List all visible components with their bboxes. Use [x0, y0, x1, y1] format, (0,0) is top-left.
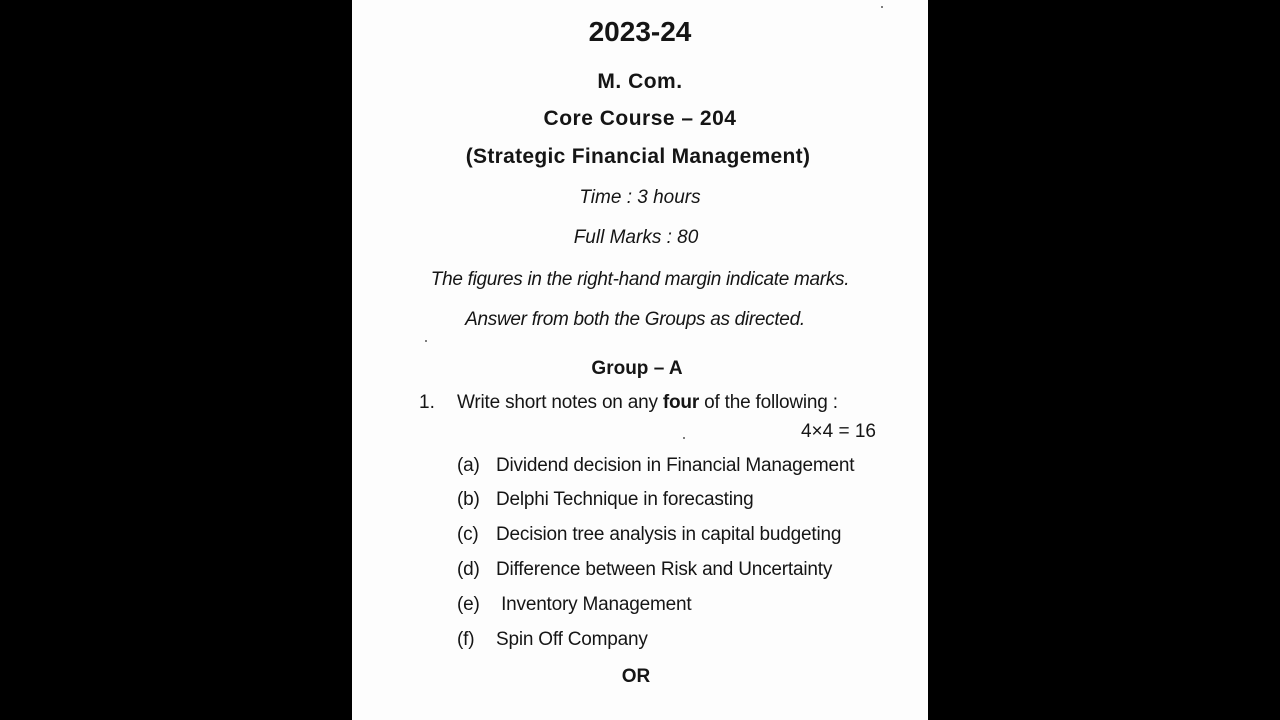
option-item: [457, 489, 754, 511]
question-text-end: of the following :: [699, 392, 838, 413]
instruction-groups: Answer from both the Groups as directed.: [465, 309, 805, 330]
subject-title: (Strategic Financial Management): [465, 145, 811, 168]
time-allowed: Time : 3 hours: [579, 187, 701, 208]
scan-speck: [881, 6, 883, 8]
option-label: (a): [457, 455, 480, 476]
course-title: Core Course – 204: [543, 107, 737, 130]
question-text: [457, 392, 838, 414]
option-text: Delphi Technique in forecasting: [496, 489, 754, 510]
question-number: 1.: [419, 392, 435, 413]
option-label: (c): [457, 524, 479, 545]
instruction-marks: The figures in the right-hand margin indicate marks.: [430, 269, 850, 290]
option-item: [457, 455, 854, 477]
option-text: Inventory Management: [496, 594, 692, 615]
question-text-start: Write short notes on any: [457, 392, 663, 413]
degree-title: M. Com.: [597, 70, 683, 93]
or-divider: OR: [621, 666, 651, 687]
scan-speck: [425, 340, 427, 342]
option-label: (f): [457, 629, 475, 650]
question-marks: 4×4 = 16: [800, 421, 876, 442]
exam-paper: [352, 0, 928, 720]
option-text: Spin Off Company: [496, 629, 648, 650]
option-label: (b): [457, 489, 480, 510]
scan-speck: [683, 437, 685, 439]
option-label: (d): [457, 559, 480, 580]
option-item: [457, 594, 691, 616]
group-a-heading: Group – A: [591, 358, 683, 379]
option-label: (e): [457, 594, 480, 615]
option-text: Dividend decision in Financial Management: [496, 455, 855, 476]
option-item: [457, 629, 648, 651]
option-item: [457, 524, 841, 546]
option-text: Difference between Risk and Uncertainty: [496, 559, 833, 580]
full-marks: Full Marks : 80: [573, 227, 699, 248]
exam-year: 2023-24: [588, 16, 692, 47]
question-text-emphasis: four: [662, 392, 700, 413]
option-item: [457, 559, 832, 581]
option-text: Decision tree analysis in capital budgeting: [496, 524, 842, 545]
